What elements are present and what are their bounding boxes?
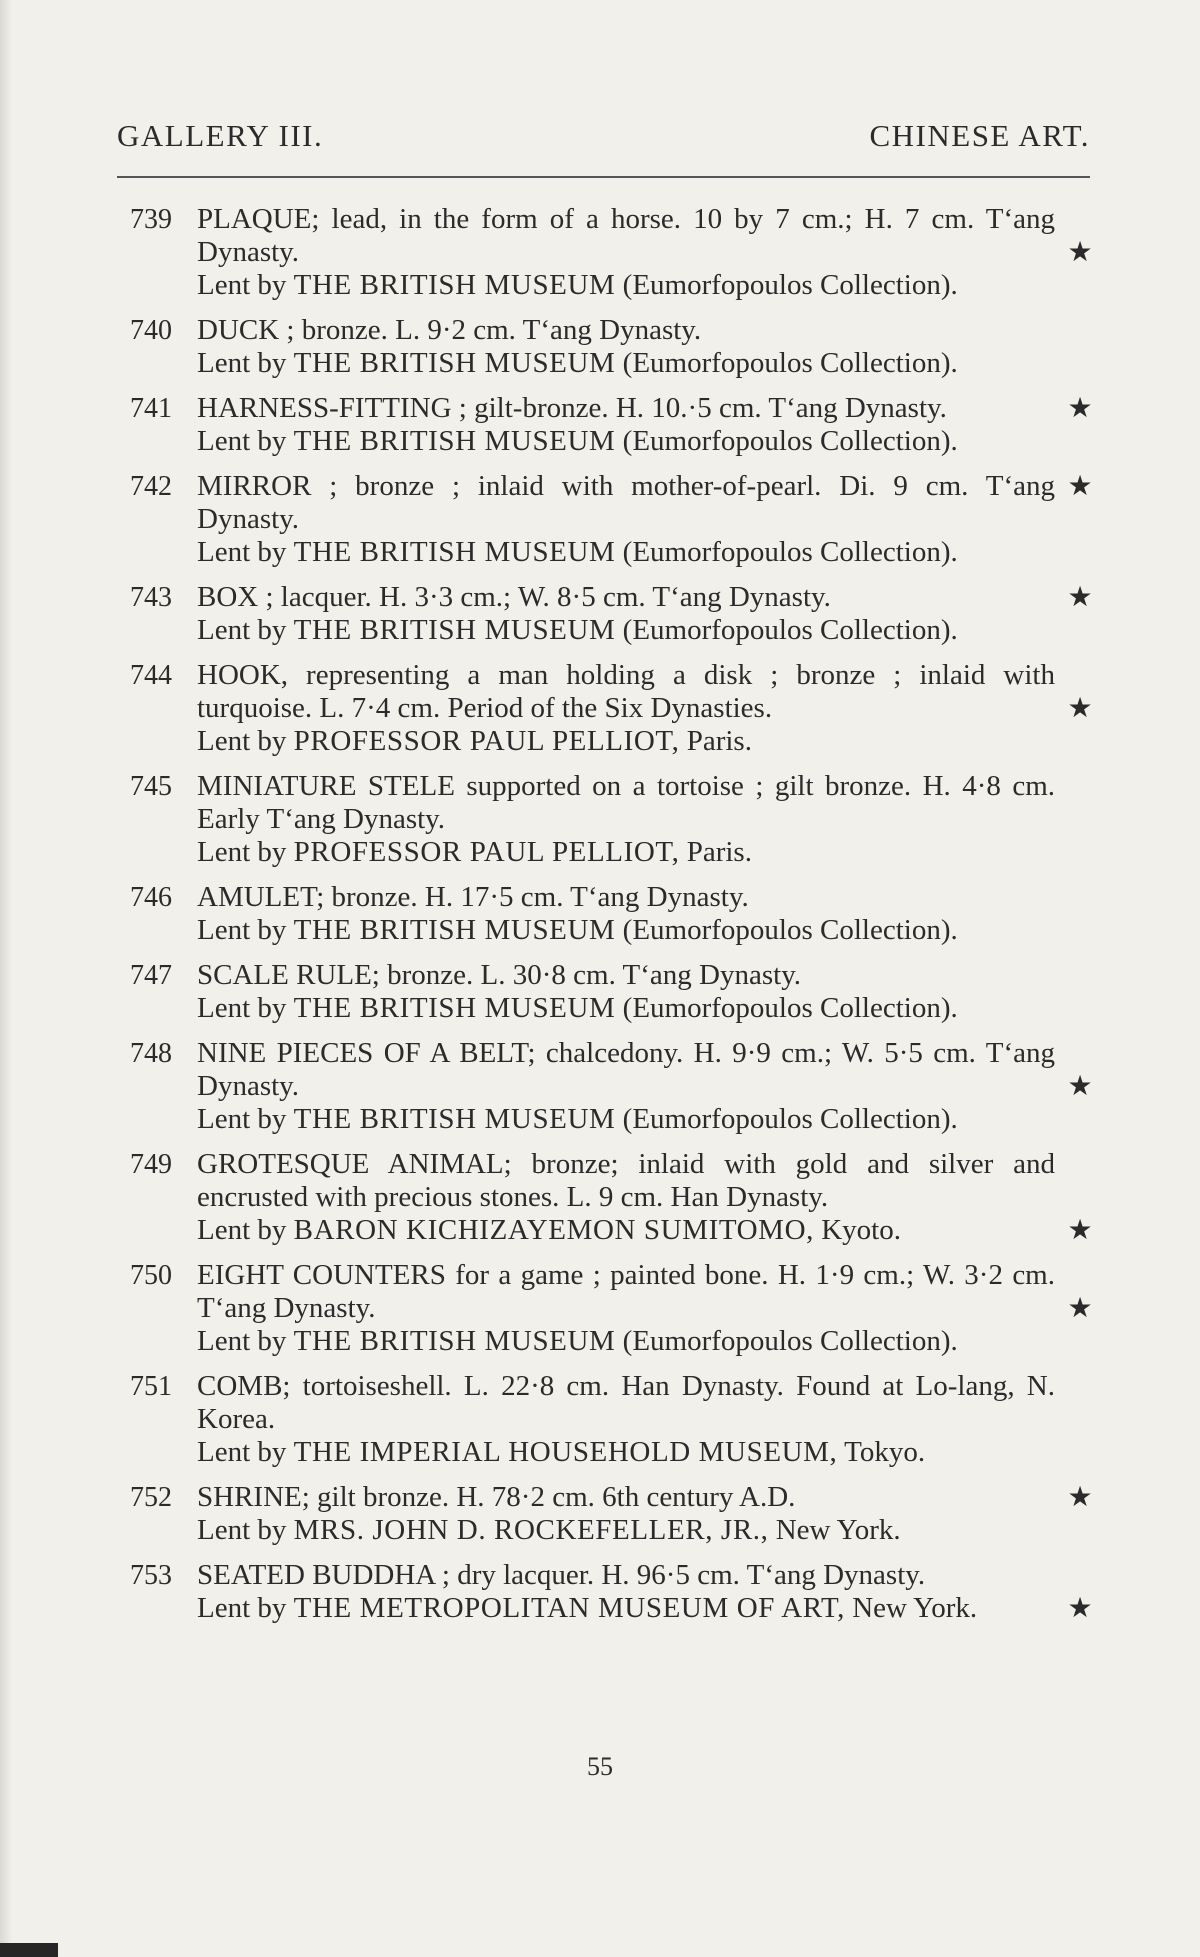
star-icon: ★ [1067,1293,1093,1324]
entry-description: COMB; tortoiseshell. L. 22·8 cm. Han Dynasty. Found at Lo-lang, N. Korea. [197,1370,1055,1435]
lent-prefix: Lent by [197,992,287,1024]
scan-corner-mark [0,1943,58,1957]
entry-description: GROTESQUE ANIMAL; bronze; inlaid with gold and silver and encrusted with precious stones. L. 9 cm. Han Dynasty. [197,1148,1055,1213]
entry-description: SEATED BUDDHA ; dry lacquer. H. 96·5 cm. T‘ang Dynasty. [197,1559,926,1591]
catalogue-entry [130,581,1095,647]
lent-prefix: Lent by [197,1214,287,1246]
entry-number: 739 [130,204,172,235]
lender-location: (Eumorfopoulos Collection). [622,347,958,379]
lender-line [197,1436,1095,1469]
catalogue-entry [130,1259,1095,1358]
page-number: 55 [587,1752,613,1781]
catalogue-entry [130,881,1095,947]
entry-description: HOOK, representing a man holding a disk ; bronze ; inlaid with turquoise. L. 7·4 cm. Period of the Six Dynasties. [197,659,1055,724]
lender-line [197,347,1095,380]
lent-prefix: Lent by [197,1514,287,1546]
entry-number: 752 [130,1482,172,1513]
entry-number: 743 [130,582,172,613]
lender-line [197,1592,1095,1625]
catalogue-entry [130,1481,1095,1547]
lent-prefix: Lent by [197,836,287,868]
catalogue-entry [130,1037,1095,1136]
catalogue-entry [130,470,1095,569]
star-icon: ★ [1067,582,1093,613]
entry-number: 749 [130,1149,172,1180]
lent-prefix: Lent by [197,347,287,379]
catalogue-entry [130,203,1095,302]
entry-description: SHRINE; gilt bronze. H. 78·2 cm. 6th century A.D. [197,1481,796,1513]
entry-number: 747 [130,960,172,991]
entry-number: 753 [130,1560,172,1591]
lender-line [197,425,1095,458]
catalogue-entry [130,1148,1095,1247]
lent-prefix: Lent by [197,914,287,946]
lender-name: THE BRITISH MUSEUM [293,269,616,301]
page-edge-shadow [0,0,12,1957]
lender-name: THE IMPERIAL HOUSEHOLD MUSEUM, [293,1436,838,1468]
lender-location: (Eumorfopoulos Collection). [622,425,958,457]
lent-prefix: Lent by [197,536,287,568]
entry-description: BOX ; lacquer. H. 3·3 cm.; W. 8·5 cm. T‘ang Dynasty. [197,581,831,613]
star-icon: ★ [1067,1593,1093,1624]
lender-name: PROFESSOR PAUL PELLIOT, [293,725,680,757]
entry-number: 742 [130,471,172,502]
star-icon: ★ [1067,393,1093,424]
lent-prefix: Lent by [197,1436,287,1468]
lent-prefix: Lent by [197,1103,287,1135]
running-header [117,118,1090,154]
lender-line [197,614,1095,647]
lent-prefix: Lent by [197,614,287,646]
lender-location: Kyoto. [821,1214,901,1246]
catalogue-entry [130,959,1095,1025]
catalogue-entry [130,314,1095,380]
star-icon: ★ [1067,1482,1093,1513]
lender-location: (Eumorfopoulos Collection). [622,1325,958,1357]
lender-location: Paris. [686,725,752,757]
lender-line [197,1325,1095,1358]
entry-description: MIRROR ; bronze ; inlaid with mother-of-pearl. Di. 9 cm. T‘ang Dynasty. [197,470,1055,535]
lent-prefix: Lent by [197,269,287,301]
lent-prefix: Lent by [197,1325,287,1357]
star-icon: ★ [1067,237,1093,268]
lender-line [197,1103,1095,1136]
header-gallery: GALLERY III. [117,118,324,153]
catalogue-entry [130,1559,1095,1625]
entry-number: 748 [130,1038,172,1069]
lender-name: THE BRITISH MUSEUM [293,425,616,457]
entry-number: 746 [130,882,172,913]
lender-name: PROFESSOR PAUL PELLIOT, [293,836,680,868]
lender-line [197,269,1095,302]
lender-name: THE BRITISH MUSEUM [293,992,616,1024]
entry-description: SCALE RULE; bronze. L. 30·8 cm. T‘ang Dynasty. [197,959,802,991]
lent-prefix: Lent by [197,425,287,457]
lender-location: (Eumorfopoulos Collection). [622,914,958,946]
lent-prefix: Lent by [197,1592,287,1624]
entry-number: 741 [130,393,172,424]
catalogue-entry [130,770,1095,869]
catalogue-entry [130,392,1095,458]
entry-description: MINIATURE STELE supported on a tortoise ; gilt bronze. H. 4·8 cm. Early T‘ang Dynasty. [197,770,1055,835]
entry-description: DUCK ; bronze. L. 9·2 cm. T‘ang Dynasty. [197,314,702,346]
header-rule [117,176,1090,178]
lender-name: MRS. JOHN D. ROCKEFELLER, JR., [293,1514,769,1546]
entry-description: AMULET; bronze. H. 17·5 cm. T‘ang Dynasty. [197,881,749,913]
star-icon: ★ [1067,1071,1093,1102]
lender-line [197,725,1095,758]
lender-location: (Eumorfopoulos Collection). [622,1103,958,1135]
lender-name: THE BRITISH MUSEUM [293,1325,616,1357]
entry-description: NINE PIECES OF A BELT; chalcedony. H. 9·9 cm.; W. 5·5 cm. T‘ang Dynasty. [197,1037,1055,1102]
entry-number: 751 [130,1371,172,1402]
lender-name: THE BRITISH MUSEUM [293,347,616,379]
lender-location: (Eumorfopoulos Collection). [622,992,958,1024]
lender-line [197,914,1095,947]
lender-location: Tokyo. [844,1436,926,1468]
entry-number: 745 [130,771,172,802]
star-icon: ★ [1067,471,1093,502]
entry-description: EIGHT COUNTERS for a game ; painted bone. H. 1·9 cm.; W. 3·2 cm. T‘ang Dynasty. [197,1259,1055,1324]
lent-prefix: Lent by [197,725,287,757]
lender-location: Paris. [686,836,752,868]
lender-location: (Eumorfopoulos Collection). [622,269,958,301]
entry-number: 740 [130,315,172,346]
lender-location: (Eumorfopoulos Collection). [622,536,958,568]
entry-number: 750 [130,1260,172,1291]
lender-name: THE BRITISH MUSEUM [293,614,616,646]
lender-name: BARON KICHIZAYEMON SUMITOMO, [293,1214,814,1246]
lender-line [197,1214,1095,1247]
star-icon: ★ [1067,693,1093,724]
header-section: CHINESE ART. [869,118,1090,153]
entry-description: HARNESS-FITTING ; gilt-bronze. H. 10.·5 cm. T‘ang Dynasty. [197,392,947,424]
lender-location: New York. [852,1592,978,1624]
star-icon: ★ [1067,1215,1093,1246]
lender-name: THE BRITISH MUSEUM [293,536,616,568]
lender-name: THE BRITISH MUSEUM [293,914,616,946]
lender-location: New York. [775,1514,901,1546]
lender-name: THE BRITISH MUSEUM [293,1103,616,1135]
lender-line [197,536,1095,569]
lender-line [197,992,1095,1025]
lender-line [197,1514,1095,1547]
lender-line [197,836,1095,869]
lender-location: (Eumorfopoulos Collection). [622,614,958,646]
catalogue-entry [130,659,1095,758]
lender-name: THE METROPOLITAN MUSEUM OF ART, [293,1592,845,1624]
entry-number: 744 [130,660,172,691]
catalogue-entries [130,203,1095,1637]
catalogue-entry [130,1370,1095,1469]
entry-description: PLAQUE; lead, in the form of a horse. 10 by 7 cm.; H. 7 cm. T‘ang Dynasty. [197,203,1055,268]
